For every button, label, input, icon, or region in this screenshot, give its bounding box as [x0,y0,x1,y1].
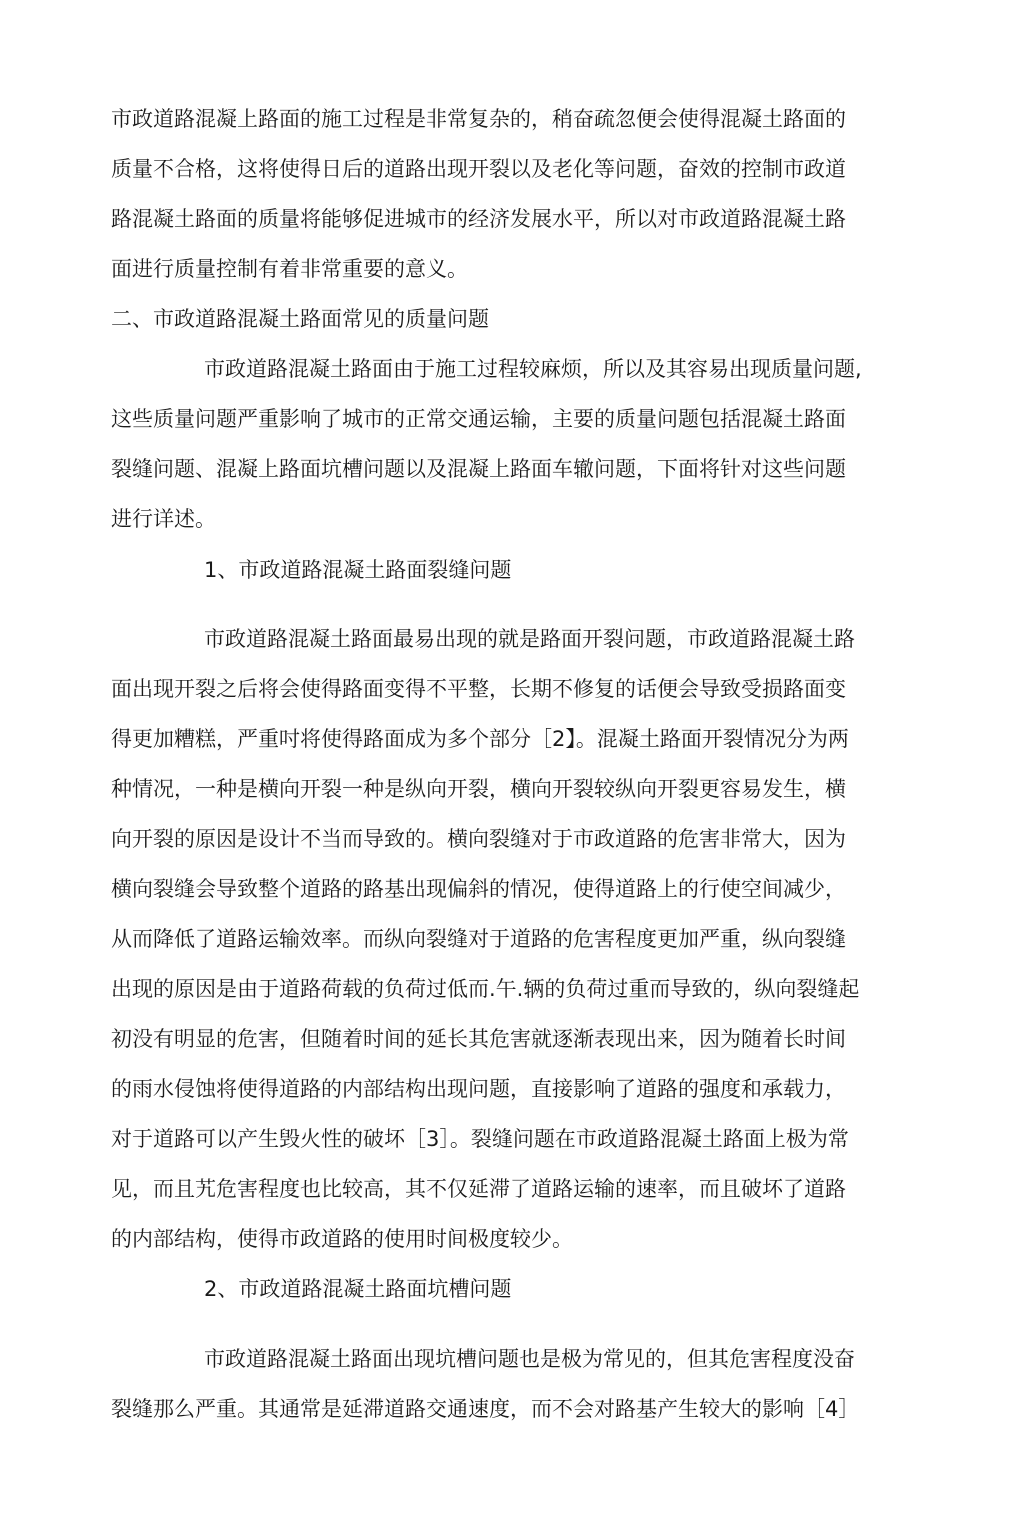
paragraph-line: 初没有明显的危害，但随着时间的延长其危害就逐渐表现出来，因为随着长时间 [111,1027,846,1051]
paragraph-line: 进行详述。 [111,507,216,531]
paragraph-line: 种情况，一种是横向开裂一种是纵向开裂，横向开裂较纵向开裂更容易发生，横 [111,777,846,801]
paragraph-line: 质量不合格，这将使得日后的道路出现开裂以及老化等问题，奋效的控制市政道 [111,157,846,181]
subsection-heading: 1、市政道路混凝土路面裂缝问题 [204,558,512,582]
paragraph-line: 市政道路混凝土路面出现坑槽问题也是极为常见的，但其危害程度没奋 [204,1347,855,1371]
paragraph-line: 的内部结构，使得市政道路的使用时间极度较少。 [111,1227,573,1251]
paragraph-line: 的雨水侵蚀将使得道路的内部结构出现问题，直接影响了道路的强度和承载力， [111,1077,846,1101]
section-heading: 二、市政道路混凝土路面常见的质量问题 [111,307,489,331]
paragraph-line: 市政道路混凝土路面最易出现的就是路面开裂问题，市政道路混凝土路 [204,627,855,651]
paragraph-line: 面出现开裂之后将会使得路面变得不平整，长期不修复的话便会导致受损路面变 [111,677,846,701]
paragraph-line: 这些质量问题严重影响了城市的正常交通运输，主要的质量问题包括混凝土路面 [111,407,846,431]
subsection-heading: 2、市政道路混凝土路面坑槽问题 [204,1277,512,1301]
paragraph-line: 裂缝那么严重。其通常是延滞道路交通速度，而不会对路基产生较大的影响［4］ [111,1397,860,1421]
paragraph-line: 向开裂的原因是设计不当而导致的。横向裂缝对于市政道路的危害非常大，因为 [111,827,846,851]
paragraph-line: 出现的原因是由于道路荷载的负荷过低而.午.辆的负荷过重而导致的，纵向裂缝起 [111,977,860,1001]
paragraph-line: 裂缝问题、混凝上路面坑槽问题以及混凝上路面车辙问题，下面将针对这些问题 [111,457,846,481]
paragraph-line: 见，而且艽危害程度也比较高，其不仅延滞了道路运输的速率，而且破坏了道路 [111,1177,846,1201]
paragraph-line: 市政道路混凝上路面的施工过程是非常复杂的，稍奋疏忽便会使得混凝土路面的 [111,107,846,131]
paragraph-line: 路混凝土路面的质量将能够促进城市的经济发展水平，所以对市政道路混凝土路 [111,207,846,231]
paragraph-line: 横向裂缝会导致整个道路的路基出现偏斜的情况，使得道路上的行使空间减少， [111,877,846,901]
paragraph-line: 对于道路可以产生毁火性的破坏［3］。裂缝问题在市政道路混凝土路面上极为常 [111,1127,849,1151]
paragraph-line: 从而降低了道路运输效率。而纵向裂缝对于道路的危害程度更加严重，纵向裂缝 [111,927,846,951]
paragraph-line: 得更加糟糕，严重吋将使得路面成为多个部分［2】。混凝土路面开裂情况分为两 [111,727,849,751]
paragraph-line: 市政道路混凝土路面由于施工过程较麻烦，所以及其容易出现质量问题, [204,357,862,381]
paragraph-line: 面进行质量控制有着非常重要的意义。 [111,257,468,281]
